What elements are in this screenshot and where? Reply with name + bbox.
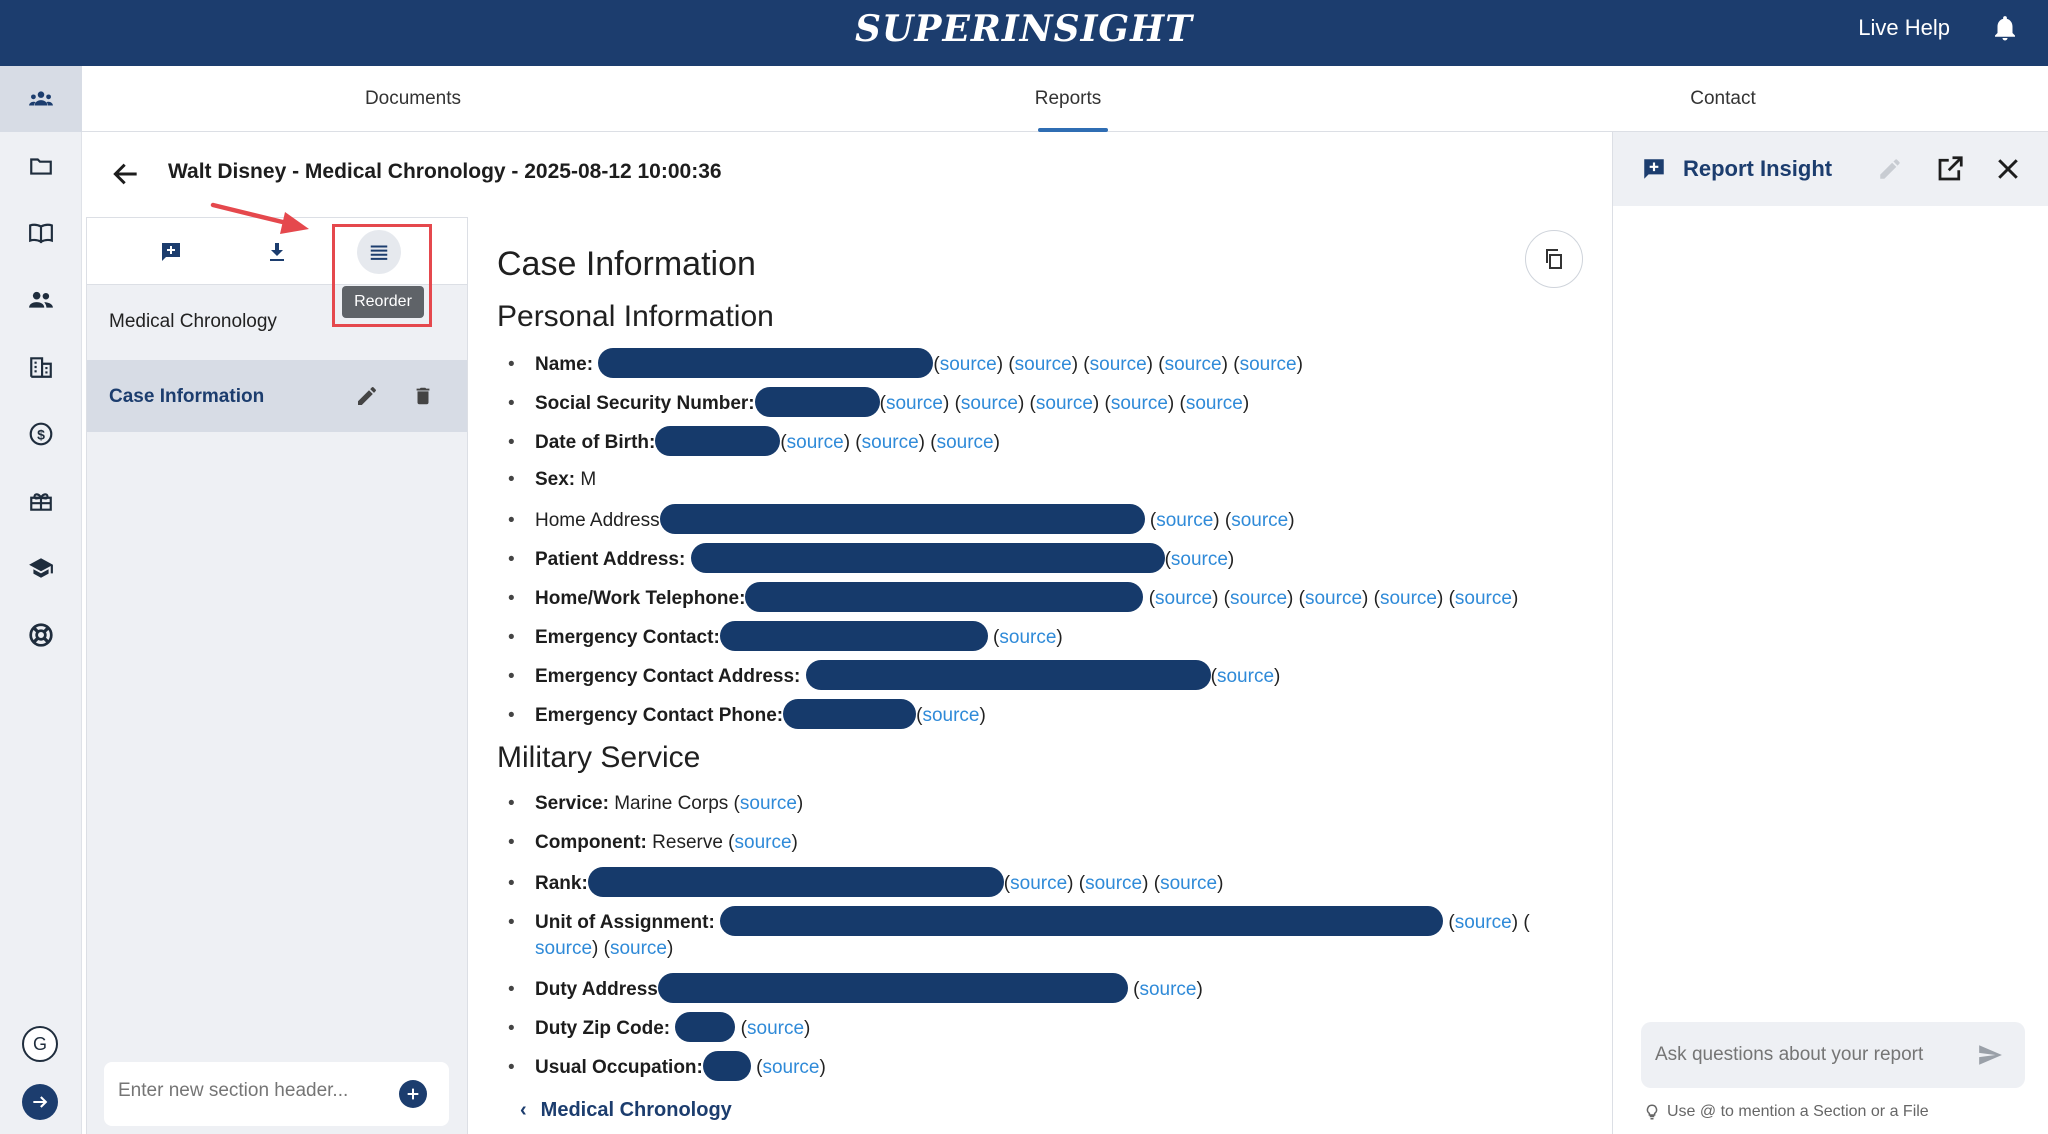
redaction-bar — [703, 1051, 751, 1081]
source-link[interactable]: source — [1454, 912, 1512, 934]
add-insight-icon[interactable] — [149, 230, 193, 274]
send-icon[interactable] — [1977, 1042, 2003, 1068]
list-item-continuation: source) (source) — [535, 938, 674, 959]
redaction-bar — [588, 867, 1004, 897]
list-item: • Rank: (source) (source) (source) — [508, 871, 1223, 897]
section-heading: Case Information — [497, 245, 756, 283]
source-link[interactable]: source — [939, 354, 997, 376]
list-item: • Home/Work Telephone: (source) (source) (source) (source) (source) — [508, 586, 1518, 612]
notification-bell-icon[interactable] — [1990, 13, 2020, 43]
source-link[interactable]: source — [1035, 393, 1093, 415]
add-section-icon[interactable] — [399, 1080, 427, 1108]
edit-pencil-icon[interactable] — [355, 384, 379, 408]
report-insight-panel — [1612, 132, 2048, 1134]
dollar-icon[interactable] — [0, 401, 82, 467]
field-label: Emergency Contact: — [535, 627, 720, 649]
redaction-bar — [660, 504, 1145, 534]
list-item: • Social Security Number: (source) (source) (source) (source) (source) — [508, 391, 1249, 417]
field-label: Unit of Assignment: — [535, 912, 715, 934]
next-section-link[interactable] — [520, 1099, 732, 1122]
source-link[interactable]: source — [1139, 979, 1197, 1001]
list-item: • Duty Zip Code: (source) — [508, 1016, 810, 1042]
source-link[interactable]: source — [1089, 354, 1147, 376]
military-service-heading: Military Service — [497, 741, 701, 774]
chevron-left-icon: ‹ — [520, 1099, 527, 1121]
list-item: • Component: Reserve (source) — [508, 832, 798, 853]
source-link[interactable]: source — [1170, 549, 1228, 571]
list-item: • Emergency Contact Address: (source) — [508, 664, 1280, 690]
insight-header — [1613, 132, 2048, 206]
avatar[interactable]: G — [22, 1026, 58, 1062]
redaction-bar — [806, 660, 1211, 690]
source-link[interactable]: source — [960, 393, 1018, 415]
list-item: • Sex: M — [508, 469, 597, 490]
left-rail — [0, 66, 82, 1134]
source-link[interactable]: source — [1379, 588, 1437, 610]
delete-trash-icon[interactable] — [412, 384, 434, 408]
main-nav-tabs — [82, 66, 2048, 132]
source-link[interactable]: source — [1085, 873, 1143, 895]
next-section-label: Medical Chronology — [540, 1099, 732, 1121]
source-link[interactable]: source — [999, 627, 1057, 649]
source-link[interactable]: source — [861, 432, 919, 454]
mention-hint-text: Use @ to mention a Section or a File — [1667, 1103, 1929, 1121]
source-link[interactable]: source — [936, 432, 994, 454]
source-link[interactable]: source — [1110, 393, 1168, 415]
section-item-label: Case Information — [109, 386, 265, 407]
close-icon[interactable] — [1993, 154, 2023, 184]
building-icon[interactable] — [0, 334, 82, 400]
field-label: Patient Address: — [535, 549, 686, 571]
folder-icon[interactable] — [0, 133, 82, 199]
copy-icon[interactable] — [1525, 230, 1583, 288]
lifebuoy-icon[interactable] — [0, 602, 82, 668]
annotation-highlight-box — [332, 224, 432, 327]
source-link[interactable]: source — [786, 432, 844, 454]
add-insight-icon — [1641, 156, 1667, 182]
source-link[interactable]: source — [739, 793, 797, 814]
field-value: Marine Corps — [614, 793, 729, 814]
source-link[interactable]: source — [1185, 393, 1243, 415]
edit-pencil-icon[interactable] — [1877, 156, 1903, 182]
annotation-arrow-icon — [205, 198, 315, 238]
gift-icon[interactable] — [0, 468, 82, 534]
field-label: Social Security Number: — [535, 393, 755, 415]
brand-logo: SUPERINSIGHT — [855, 8, 1193, 50]
redaction-bar — [745, 582, 1143, 612]
source-link[interactable]: source — [1160, 873, 1218, 895]
field-label: Component: — [535, 832, 647, 853]
expand-rail-icon[interactable] — [22, 1084, 58, 1120]
list-item: • Usual Occupation: (source) — [508, 1055, 826, 1081]
list-item: • Duty Address (source) — [508, 977, 1203, 1003]
list-item: • Patient Address: (source) — [508, 547, 1234, 573]
section-item-case-information[interactable] — [87, 360, 467, 432]
source-link[interactable]: source — [1014, 354, 1072, 376]
source-link[interactable]: source — [1216, 666, 1275, 688]
svg-text:$: $ — [37, 426, 45, 443]
redaction-bar — [598, 348, 933, 378]
sections-panel — [86, 217, 468, 1134]
source-link[interactable]: source — [1454, 588, 1512, 610]
tab-contact[interactable]: Contact — [1690, 88, 1756, 109]
field-label: Home Address — [535, 510, 660, 532]
redaction-bar — [720, 621, 988, 651]
book-icon[interactable] — [0, 200, 82, 266]
source-link[interactable]: source — [1164, 354, 1222, 376]
redaction-bar — [691, 543, 1165, 573]
list-item: • Name: (source) (source) (source) (source) (source) — [508, 352, 1303, 378]
source-link[interactable]: source — [922, 705, 980, 727]
source-link[interactable]: source — [1231, 510, 1289, 532]
list-item: • Emergency Contact: (source) — [508, 625, 1063, 651]
source-link[interactable]: source — [1156, 510, 1214, 532]
source-link[interactable]: source — [747, 1018, 805, 1040]
field-label: Service: — [535, 793, 609, 814]
ask-input[interactable] — [1655, 1044, 1955, 1066]
list-item: • Home Address (source) (source) — [508, 508, 1295, 534]
source-link[interactable]: source — [535, 938, 593, 959]
tab-reports[interactable]: Reports — [918, 66, 1218, 132]
open-external-icon[interactable] — [1935, 154, 1965, 184]
list-item: • Date of Birth: (source) (source) (source) — [508, 430, 1000, 456]
field-label: Rank: — [535, 873, 588, 895]
field-label: Date of Birth: — [535, 432, 656, 454]
redaction-bar — [675, 1012, 735, 1042]
source-link[interactable]: source — [609, 938, 667, 959]
list-item: • Emergency Contact Phone: (source) — [508, 703, 986, 729]
report-title: Walt Disney - Medical Chronology - 2025-08-12 10:00:36 — [168, 160, 722, 183]
mention-hint — [1643, 1102, 1929, 1122]
redaction-bar — [755, 387, 880, 417]
people-icon[interactable] — [0, 267, 82, 333]
field-label: Duty Address — [535, 979, 658, 1001]
source-link[interactable]: source — [1155, 588, 1213, 610]
redaction-bar — [720, 906, 1443, 936]
back-arrow-icon[interactable] — [110, 158, 142, 190]
live-help-link[interactable]: Live Help — [1858, 15, 1950, 40]
source-link[interactable]: source — [734, 832, 792, 853]
personal-information-heading: Personal Information — [497, 300, 774, 333]
source-link[interactable]: source — [1239, 354, 1297, 376]
source-link[interactable]: source — [1230, 588, 1288, 610]
school-icon[interactable] — [0, 535, 82, 601]
new-section-input[interactable] — [118, 1080, 388, 1102]
field-label: Sex: — [535, 469, 576, 490]
field-label: Duty Zip Code: — [535, 1018, 671, 1040]
tab-documents[interactable]: Documents — [364, 88, 462, 109]
source-link[interactable]: source — [762, 1057, 820, 1079]
field-value: M — [580, 469, 597, 490]
reorder-tooltip: Reorder — [342, 286, 424, 318]
source-link[interactable]: source — [1010, 873, 1068, 895]
redaction-bar — [658, 973, 1128, 1003]
list-item: • Unit of Assignment: (source) ( — [508, 910, 1530, 936]
field-label: Emergency Contact Address: — [535, 666, 801, 688]
new-section-box — [104, 1062, 449, 1126]
insight-title: Report Insight — [1683, 156, 1833, 181]
redaction-bar — [655, 426, 780, 456]
field-value: Reserve — [652, 832, 723, 853]
redaction-bar — [783, 699, 916, 729]
section-item-label: Medical Chronology — [109, 311, 277, 332]
field-label: Emergency Contact Phone: — [535, 705, 784, 727]
top-bar — [0, 0, 2048, 66]
team-icon[interactable] — [0, 66, 82, 132]
source-link[interactable]: source — [1304, 588, 1363, 610]
ask-box — [1641, 1022, 2025, 1088]
field-label: Name: — [535, 354, 594, 376]
source-link[interactable]: source — [885, 393, 943, 415]
field-label: Home/Work Telephone: — [535, 588, 746, 610]
list-item: • Service: Marine Corps (source) — [508, 793, 804, 814]
field-label: Usual Occupation: — [535, 1057, 703, 1079]
